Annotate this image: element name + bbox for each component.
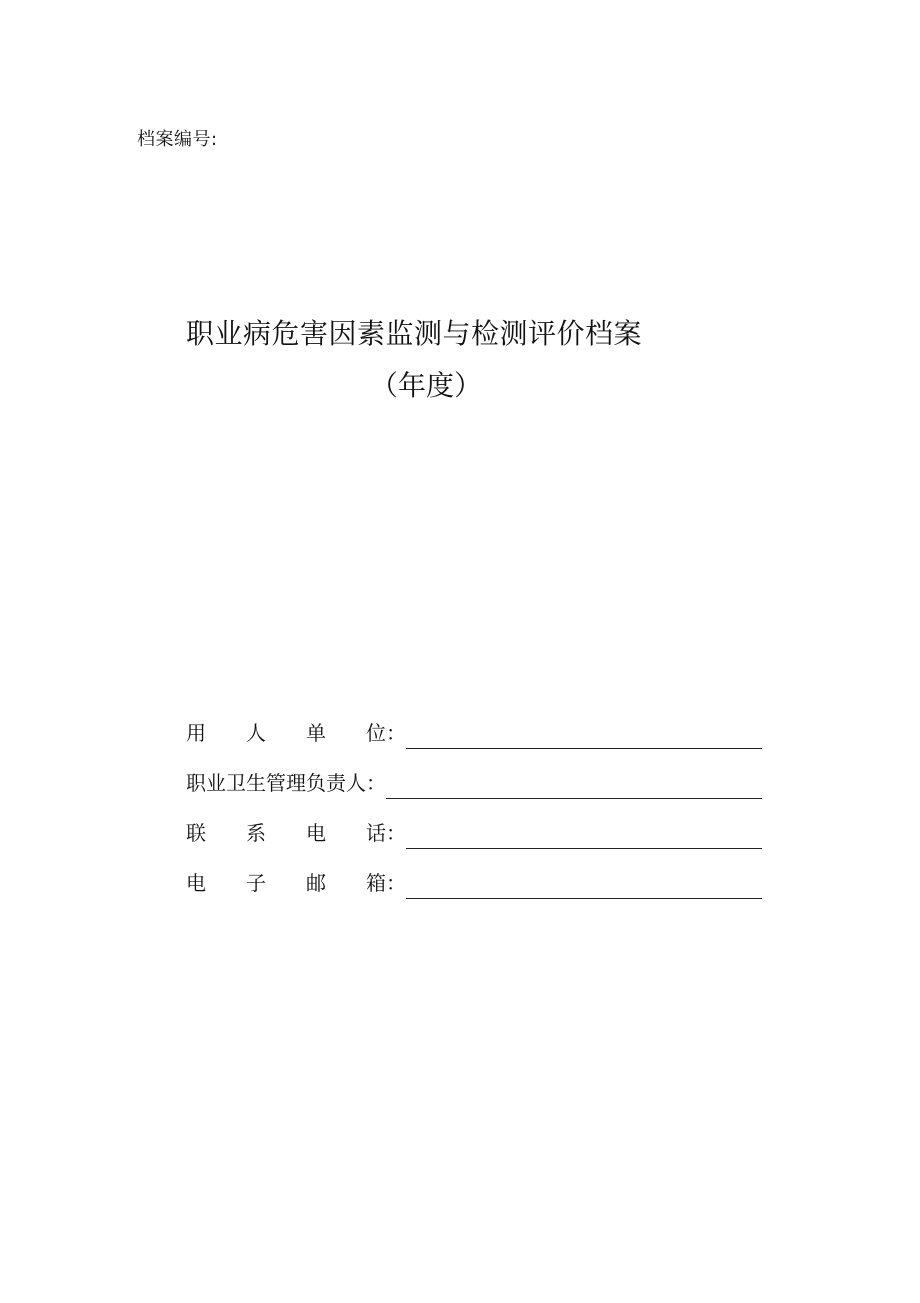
employer-unit-label-char: 人	[246, 721, 266, 745]
contact-phone-blank[interactable]	[406, 848, 762, 849]
email-label-char: 邮	[306, 871, 326, 895]
employer-unit-field	[186, 715, 762, 751]
email-label-char: 箱：	[366, 871, 406, 895]
employer-unit-label-char: 用	[186, 721, 206, 745]
email-blank[interactable]	[406, 898, 762, 899]
employer-unit-label-char: 位：	[366, 721, 406, 745]
document-subtitle: （年度）	[370, 369, 483, 402]
contact-phone-label-char: 电	[306, 821, 326, 845]
contact-phone-label	[186, 820, 406, 846]
contact-phone-field	[186, 815, 762, 851]
email-label-char: 子	[246, 871, 266, 895]
email-label-char: 电	[186, 871, 206, 895]
contact-phone-label-char: 话：	[366, 821, 406, 845]
document-title: 职业病危害因素监测与检测评价档案	[186, 317, 643, 350]
email-field	[186, 865, 762, 901]
occupational-health-manager-blank[interactable]	[386, 798, 762, 799]
contact-phone-label-char: 联	[186, 821, 206, 845]
employer-unit-label-char: 单	[306, 721, 326, 745]
occupational-health-manager-field	[186, 765, 762, 801]
occupational-health-manager-label: 职业卫生管理负责人：	[186, 771, 386, 795]
contact-phone-label-char: 系	[246, 821, 266, 845]
employer-unit-label	[186, 720, 406, 746]
employer-unit-blank[interactable]	[406, 748, 762, 749]
archive-number-label: 档案编号:	[137, 129, 218, 150]
email-label	[186, 870, 406, 896]
